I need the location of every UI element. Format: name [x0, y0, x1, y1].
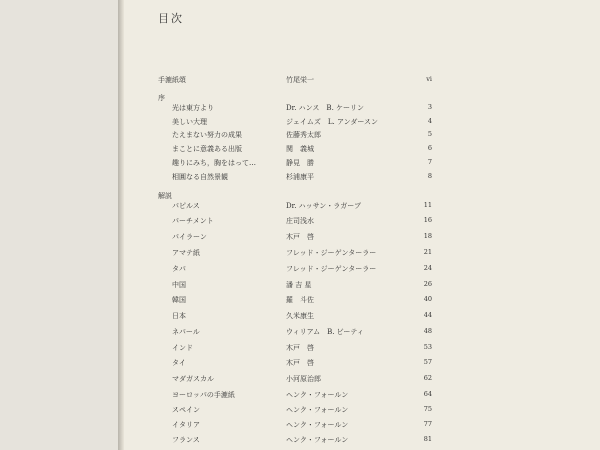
toc-entry-label: 韓国: [172, 296, 186, 304]
toc-entry-label: イタリア: [172, 421, 200, 429]
toc-entry-label: 日本: [172, 312, 186, 320]
toc-entry-author: 久米康生: [286, 312, 314, 320]
toc-entry-page: 57: [423, 358, 432, 366]
toc-entry-page: 77: [423, 420, 432, 428]
toc-entry: [0, 103, 600, 115]
page-title: 目次: [158, 12, 184, 25]
toc-entry-author: 木戸 啓: [286, 233, 314, 241]
toc-entry: [0, 172, 600, 184]
toc-entry-page: 3: [427, 103, 432, 111]
toc-entry-page: vi: [426, 75, 432, 83]
toc-entry-page: 75: [423, 405, 432, 413]
toc-entry-author: ヘンク・フォールン: [286, 406, 349, 414]
toc-entry-label: パイラーン: [172, 233, 207, 241]
toc-entry: [0, 130, 600, 142]
toc-entry-author: フレッド・ジーゲンターラー: [286, 249, 377, 257]
toc-entry: [0, 420, 600, 432]
toc-entry-page: 40: [423, 295, 432, 303]
toc-entry-author: 佐藤秀太郎: [286, 131, 321, 139]
toc-entry-label: フランス: [172, 436, 200, 444]
toc-entry-author: 木戸 啓: [286, 344, 314, 352]
toc-entry-label: 美しい大理: [172, 118, 207, 126]
toc-entry-author: ヘンク・フォールン: [286, 421, 349, 429]
toc-entry: [0, 435, 600, 447]
toc-entry-page: 5: [427, 130, 432, 138]
toc-entry-label: ヨーロッパの手漉紙: [172, 391, 235, 399]
toc-entry: [0, 390, 600, 402]
toc-entry-author: 竹尾栄一: [286, 76, 314, 84]
toc-entry: [0, 343, 600, 355]
toc-entry: [0, 358, 600, 370]
toc-entry-label: タイ: [172, 359, 186, 367]
toc-entry-page: 7: [427, 158, 432, 166]
toc-entry: [0, 144, 600, 156]
toc-entry-author: ジェイムズ L. アンダースン: [286, 118, 379, 126]
toc-entry-label: インド: [172, 344, 193, 352]
toc-entry-page: 8: [427, 172, 432, 180]
toc-entry-label: タパ: [172, 265, 186, 273]
toc-entry-author: Dr. ハンス B. ケーリン: [286, 104, 365, 112]
toc-entry: [0, 311, 600, 323]
toc-entry-author: 羅 斗佐: [286, 296, 314, 304]
toc-entry-label: 相圓なる自然景観: [172, 173, 228, 181]
toc-entry: [0, 280, 600, 292]
toc-entry-page: 53: [423, 343, 432, 351]
toc-entry: [0, 232, 600, 244]
toc-entry: [0, 216, 600, 228]
toc-entry-page: 18: [423, 232, 432, 240]
toc-entry-author: 潘 吉 星: [286, 281, 312, 289]
toc-entry-label: 趣りにみち，胸をはって…: [172, 159, 256, 167]
toc-entry-label: まことに意義ある出版: [172, 145, 242, 153]
toc-entry: [0, 158, 600, 170]
toc-entry-author: ウィリアム B. ビーティ: [286, 328, 364, 336]
toc-entry-label: アマテ紙: [172, 249, 200, 257]
toc-entry-author: 杉浦康平: [286, 173, 314, 181]
toc-entry-author: 静見 勝: [286, 159, 314, 167]
toc-entry-label: 解説: [158, 192, 172, 200]
toc-entry-author: ヘンク・フォールン: [286, 436, 349, 444]
toc-entry-page: 4: [427, 117, 432, 125]
toc-entry-page: 24: [423, 264, 432, 272]
toc-entry-page: 64: [423, 390, 432, 398]
toc-entry-label: たえまない努力の成果: [172, 131, 242, 139]
toc-entry: [0, 327, 600, 339]
toc-entry: [0, 117, 600, 129]
toc-entry-author: 庄司浅水: [286, 217, 314, 225]
toc-entry-author: フレッド・ジーゲンターラー: [286, 265, 377, 273]
toc-entry: [0, 75, 600, 87]
toc-entry-label: 手漉紙頌: [158, 76, 186, 84]
toc-entry: [0, 248, 600, 260]
toc-entry-page: 11: [423, 201, 432, 209]
toc-entry-page: 21: [423, 248, 432, 256]
toc-entry: [0, 201, 600, 213]
toc-entry-author: ヘンク・フォールン: [286, 391, 349, 399]
toc-entry-author: 関 義城: [286, 145, 314, 153]
toc-entry-label: パーチメント: [172, 217, 214, 225]
toc-entry-label: パピルス: [172, 202, 200, 210]
toc-entry-label: マダガスカル: [172, 375, 214, 383]
toc-entry-page: 81: [423, 435, 432, 443]
toc-entry-author: 木戸 啓: [286, 359, 314, 367]
toc-entry-page: 6: [427, 144, 432, 152]
toc-entry: [0, 374, 600, 386]
toc-entry-author: Dr. ハッサン・ラガーブ: [286, 202, 361, 210]
toc-entry: [0, 405, 600, 417]
toc-entry-label: スペイン: [172, 406, 200, 414]
toc-entry-label: 中国: [172, 281, 186, 289]
toc-entry-page: 26: [423, 280, 432, 288]
toc-entry-label: ネパール: [172, 328, 200, 336]
toc-entry-page: 44: [423, 311, 432, 319]
toc-entry-page: 16: [423, 216, 432, 224]
toc-entry-page: 62: [423, 374, 432, 382]
toc-entry-author: 小河原治郎: [286, 375, 321, 383]
toc-entry: [0, 295, 600, 307]
toc-entry-label: 序: [158, 94, 165, 102]
toc-entry-label: 光は東方より: [172, 104, 214, 112]
toc-entry: [0, 264, 600, 276]
toc-entry-page: 48: [423, 327, 432, 335]
